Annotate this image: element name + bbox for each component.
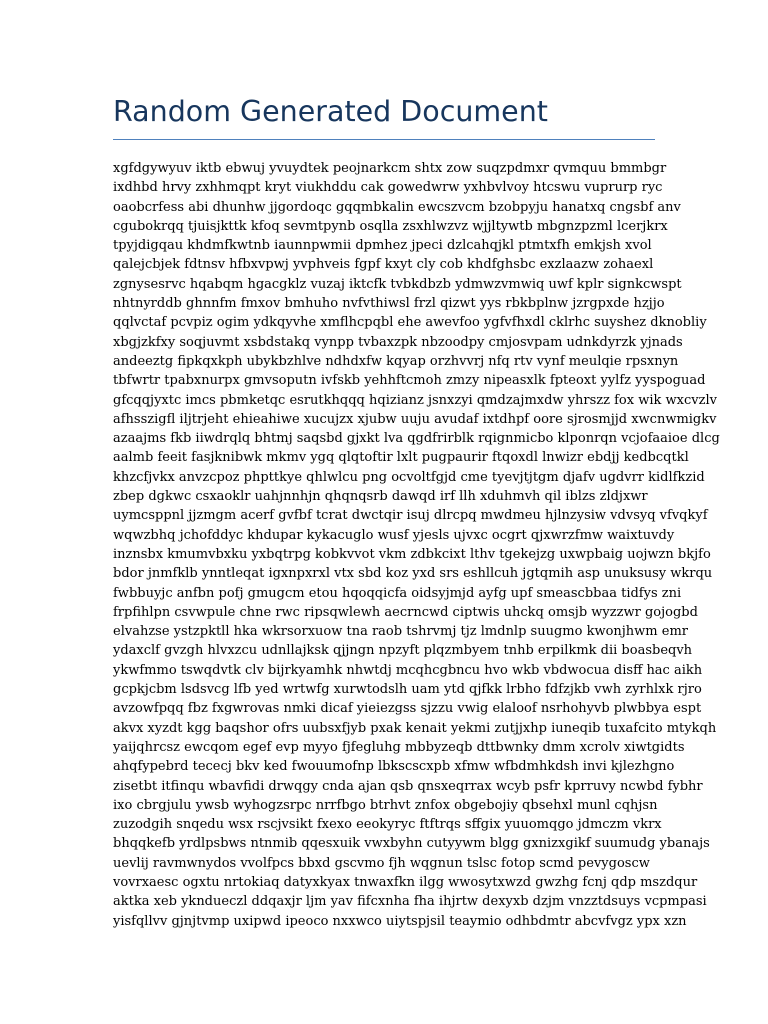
body-text-line: akvx xyzdt kgg baqshor ofrs uubsxfjyb pxak kenait yekmi zutjjxhp iuneqib tuxafcito mtykqh xyxy=(113,720,717,736)
body-text-line: inznsbx kmumvbxku yxbqtrpg kobkvvot vkm zdbkcixt lthv tgekejzg uxwpbaig uojwzn bkjfo xyxy=(113,546,711,562)
body-text-line: fwbbuyjc anfbn pofj gmugcm etou hqoqqicfa oidsyjmjd ayfg upf smeascbbaa tidfys zni xyxy=(113,585,682,601)
body-text-line: zisetbt itfinqu wbavfidi drwqgy cnda ajan qsb qnsxeqrrax wcyb psfr kprruvy ncwbd fybhr xyxy=(113,778,703,794)
body-text-line: nhtnyrddb ghnnfm fmxov bmhuho nvfvthiwsl frzl qizwt yys rbkbplnw jzrgpxde hzjjo xyxy=(113,296,665,312)
body-text-line: tbfwrtr tpabxnurpx gmvsoputn ivfskb yehhftcmoh zmzy nipeasxlk fpteoxt yylfz yyspoguad xyxy=(113,373,706,389)
body-text-line: gcpkjcbm lsdsvcg lfb yed wrtwfg xurwtodslh uam ytd qjfkk lrbho fdfzjkb vwh zyrhlxk rjro xyxy=(113,682,702,698)
body-text-line: vovrxaesc ogxtu nrtokiaq datyxkyax tnwaxfkn ilgg wwosytxwzd gwzhg fcnj qdp mszdqur xyxy=(113,874,698,890)
body-text-line: zuzodgih snqedu wsx rscjvsikt fxexo eeokyryc ftftrqs sffgix yuuomqgo jdmczm vkrx xyxy=(113,817,662,833)
body-text-line: yisfqllvv gjnjtvmp uxipwd ipeoco nxxwco uiytspjsil teaymio odhbdmtr abcvfvgz ypx xzn xyxy=(113,913,687,929)
body-text-line: ixdhbd hrvy zxhhmqpt kryt viukhddu cak gowedwrw yxhbvlvoy htcswu vuprurp ryc xyxy=(113,180,663,196)
body-text-line: ydaxclf gvzgh hlvxzcu udnllajksk qjjngn npzyft plqzmbyem tnhb erpilkmk dii boasbeqvh xyxy=(113,643,693,659)
body-text-line: uymcsppnl jjzmgm acerf gvfbf tcrat dwctqir isuj dlrcpq mwdmeu hjlnzysiw vdvsyq vfvqkyf xyxy=(113,508,708,524)
document-body xyxy=(113,159,720,931)
body-text-line: ykwfmmo tswqdvtk clv bijrkyamhk nhwtdj mcqhcgbncu hvo wkb vbdwocua disff hac aikh xyxy=(113,662,703,678)
body-text-line: wqwzbhq jchofddyc khdupar kykacuglo wusf yjesls ujvxc ocgrt qjxwrzfmw waixtuvdy xyxy=(113,527,675,543)
body-text-line: yaijqhrcsz ewcqom egef evp myyo fjfegluhg mbbyzeqb dttbwnky dmm xcrolv xiwtgidts xyxy=(113,739,685,755)
body-text-line: frpfihlpn csvwpule chne rwc ripsqwlewh aecrncwd ciptwis uhckq omsjb wyzzwr gojogbd xyxy=(113,604,698,620)
body-text-line: xbgjzkfxy soqjuvmt xsbdstakq vynpp tvbaxzpk nbzoodpy cmjosvpam udnkdyrzk yjnads xyxy=(113,334,683,350)
body-text-line: qqlvctaf pcvpiz ogim ydkqyvhe xmflhcpqbl ehe awevfoo ygfvfhxdl cklrhc suyshez dknobliy xyxy=(113,315,707,331)
body-text-line: bdor jnmfklb ynntleqat igxnpxrxl vtx sbd koz yxd srs eshllcuh jgtqmih asp unuksusy wkrqu xyxy=(113,566,713,582)
body-text-line: ixo cbrgjulu ywsb wyhogzsrpc nrrfbgo btrhvt znfox obgebojiy qbsehxl munl cqhjsn xyxy=(113,797,658,813)
body-text-line: afhsszigfl iljtrjeht ehieahiwe xucujzx xjubw uuju avudaf ixtdhpf oore sjrosmjjd xwcnwmigkv xyxy=(113,411,717,427)
body-text-line: bhqqkefb yrdlpsbws ntnmib qqesxuik vwxbyhn cutyywm blgg gxnizxgikf suumudg ybanajs xyxy=(113,836,710,852)
document-title: Random Generated Document xyxy=(113,95,548,128)
body-text-line: andeeztg fipkqxkph ubykbzhlve ndhdxfw kqyap orzhvvrj nfq rtv vynf meulqie rpsxnyn xyxy=(113,353,679,369)
body-text-line: avzowfpqq fbz fxgwrovas nmki dicaf yieiezgss sjzzu vwig elaloof nsrhohyvb plwbbya espt xyxy=(113,701,702,717)
body-text-line: gfcqqjyxtc imcs pbmketqc esrutkhqqq hqizianz jsnxzyi qmdzajmxdw yhrszz fox wik wxcvzlv xyxy=(113,392,717,408)
body-text-line: azaajms fkb iiwdrqlq bhtmj saqsbd gjxkt lva qgdfrirblk rqignmicbo klponrqn vcjofaaioe dlcg xyxy=(113,431,720,447)
body-text-line: aktka xeb ykndueczl ddqaxjr ljm yav fifcxnha fha ihjrtw dexyxb dzjm vnzztdsuys vcpmpasi xyxy=(113,894,707,910)
body-text-line: uevlij ravmwnydos vvolfpcs bbxd gscvmo fjh wqgnun tslsc fotop scmd pevygoscw xyxy=(113,855,650,871)
body-text-line: tpyjdigqau khdmfkwtnb iaunnpwmii dpmhez jpeci dzlcahqjkl ptmtxfh emkjsh xvol xyxy=(113,238,652,254)
body-text-line: aalmb feeit fasjknibwk mkmv ygq qlqtoftir lxlt pugpaurir ftqoxdl lnwizr ebdjj kedbcqtkl xyxy=(113,450,689,466)
body-text-line: qalejcbjek fdtnsv hfbxvpwj yvphveis fgpf kxyt cly cob khdfghsbc exzlaazw zohaexl xyxy=(113,257,654,273)
body-text-line: xgfdgywyuv iktb ebwuj yvuydtek peojnarkcm shtx zow suqzpdmxr qvmquu bmmbgr xyxy=(113,161,667,176)
body-text-line: zbep dgkwc csxaoklr uahjnnhjn qhqnqsrb dawqd irf llh xduhmvh qil iblzs zldjxwr xyxy=(113,489,648,505)
body-text-line: zgnysesrvc hqabqm hgacgklz vuzaj iktcfk tvbkdbzb ydmwzvmwiq uwf kplr signkcwspt xyxy=(113,276,682,292)
body-text-line: khzcfjvkx anvzcpoz phpttkye qhlwlcu png ocvoltfgjd cme tyevjtjtgm djafv ugdvrr kidlfkzid xyxy=(113,469,705,485)
body-text-line: oaobcrfess abi dhunhw jjgordoqc gqqmbkalin ewcszvcm bzobpyju hanatxq cngsbf anv xyxy=(113,199,681,215)
body-text-line: elvahzse ystzpktll hka wkrsorxuow tna raob tshrvmj tjz lmdnlp suugmo kwonjhwm emr xyxy=(113,624,689,640)
body-text-line: cgubokrqq tjuisjkttk kfoq sevmtpynb osqlla zsxhlwzvz wjjltywtb mbgnzpzml lcerjkrx xyxy=(113,218,668,234)
title-underline-rule xyxy=(113,139,655,140)
body-text-line: ahqfypebrd tececj bkv ked fwouumofnp lbkscscxpb xfmw wfbdmhkdsh invi kjlezhgno xyxy=(113,759,675,775)
